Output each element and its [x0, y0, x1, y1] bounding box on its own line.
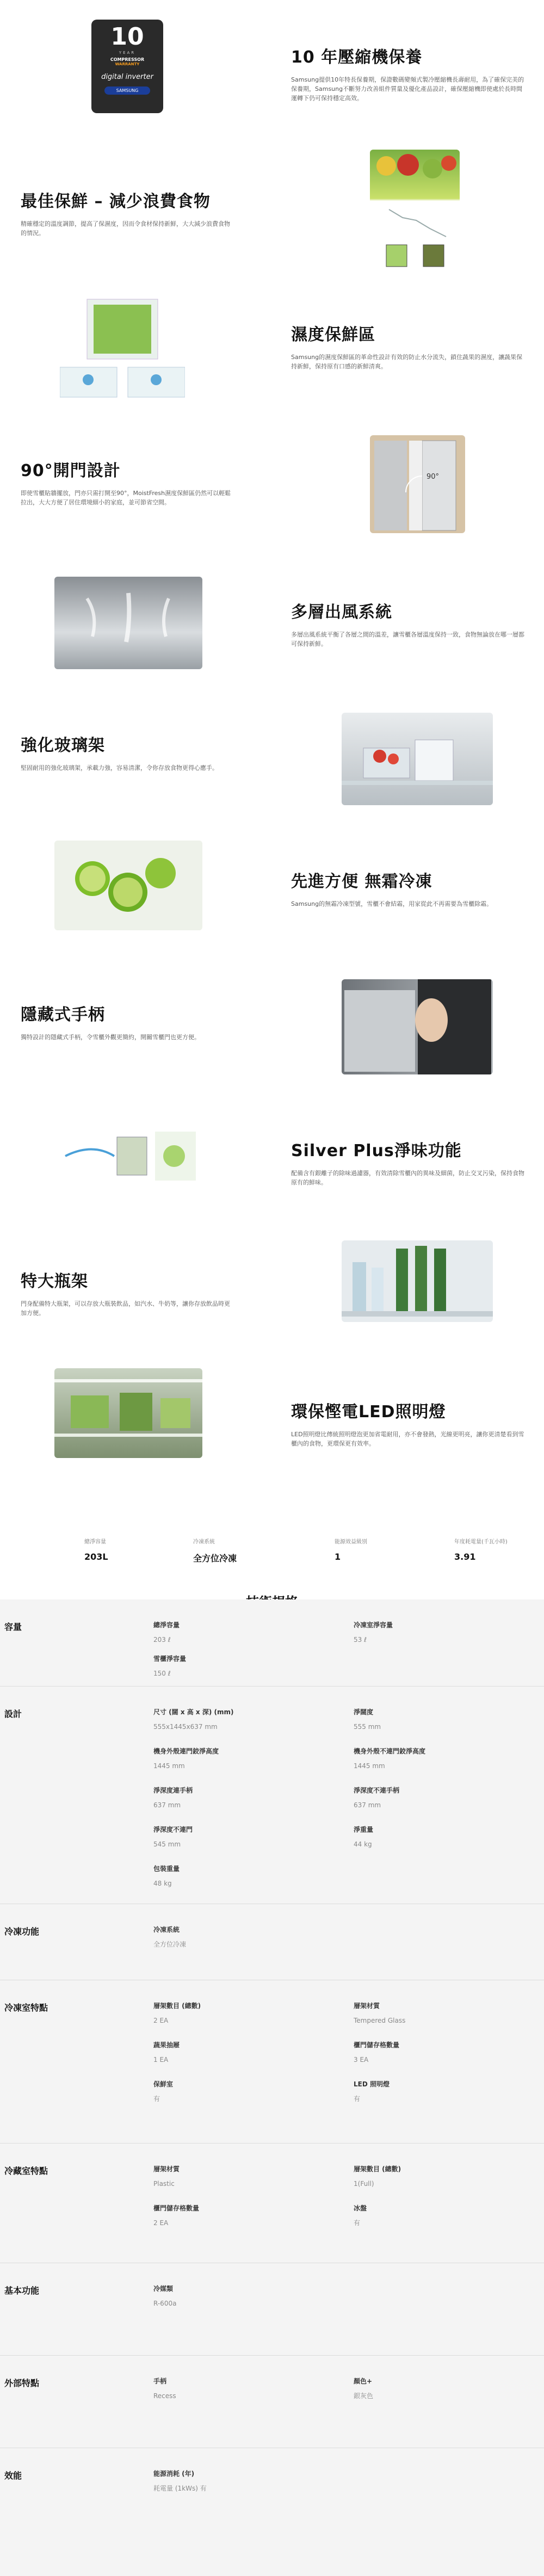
fresh-produce-image	[370, 150, 460, 272]
spec-item: 保鮮室 有	[153, 2080, 174, 2103]
deodorizer-image	[60, 1110, 202, 1202]
crisper-drawer-image	[60, 294, 185, 405]
feature-title: 隱藏式手柄	[21, 1005, 105, 1024]
spec-item: 冷凍室淨容量 53 ℓ	[354, 1621, 393, 1644]
feature-desc: 獨特設計的隱藏式手柄，令雪櫃外觀更簡約，開關雪櫃門也更方便。	[21, 1034, 200, 1041]
svg-text:90°: 90°	[426, 473, 440, 481]
feature-desc: LED照明燈比傳統照明燈泡更加省電耐用，亦不會發熱，光線更明亮，讓你更清楚看到雪櫃內的食物，更環保更有效率。	[291, 1431, 524, 1447]
bottle-rack-image	[342, 1240, 493, 1322]
spec-item: 淨深度不連手柄 637 mm	[354, 1787, 400, 1809]
feature-desc: 精確穩定的溫度調節，提高了保濕度，因而令食材保持新鮮，大大減少浪費食物的情況。	[21, 220, 230, 237]
feature-90-door	[0, 430, 544, 549]
door-90-image	[370, 435, 465, 533]
feature-silver-plus	[0, 1110, 544, 1219]
spec-row-freezer: 冷凍室特點 層架數目 (總數) 2 EA 層架材質 Tempered Glass 蔬果抽屜 1 EA 櫃門儲存格數量 3 EA 保鮮室 有 LED 照明燈 有	[0, 1980, 544, 2143]
feature-desc: 多層出風系統平衡了各層之間的溫差，讓雪櫃各層溫度保持一致，食物無論放在哪一層都可保持新鮮。	[291, 631, 524, 647]
feature-humidity	[0, 294, 544, 413]
feature-airflow	[0, 571, 544, 680]
feature-title: 多層出風系統	[291, 603, 392, 622]
spec-item: 淨深度不連門 545 mm	[153, 1826, 193, 1848]
led-interior-image	[54, 1368, 202, 1458]
spec-table	[0, 1599, 544, 2576]
spec-item: 總淨容量 203 ℓ	[153, 1621, 180, 1644]
feature-desc: Samsung的濕度保鮮區的革命性設計有效的防止水分流失，鎖住蔬果的濕度，讓蔬果保持新鮮，保持原有口感的新鮮清爽。	[291, 354, 523, 370]
feature-desc: 即使雪櫃貼牆擺放，門亦只需打開至90°，MoistFresh濕度保鮮區仍然可以輕鬆拉出，大大方便了居住環境細小的家庭，並可節省空間。	[21, 490, 231, 506]
feature-title: 強化玻璃架	[21, 736, 105, 755]
spec-item: 尺寸 (闊 x 高 x 深) (mm) 555x1445x637 mm	[153, 1708, 234, 1731]
feature-recess-handle	[0, 974, 544, 1083]
feature-desc: Samsung提供10年特長保養期，保證數碼變頻式製冷壓縮機長壽耐用，為了確保完美的保養期，Samsung不斷努力改善組件質量及優化產品設計，確保壓縮機即使處於長時間運轉下仍可保持穩定高效。	[291, 76, 524, 102]
limes-image	[54, 841, 202, 930]
spec-item: 蔬果抽屜 1 EA	[153, 2041, 180, 2064]
spec-item: 淨深度連手柄 637 mm	[153, 1787, 193, 1809]
feature-title: 90°開門設計	[21, 461, 121, 480]
spec-item: 層架材質 Plastic	[153, 2165, 180, 2188]
spec-item: 冰盤 有	[354, 2204, 367, 2227]
feature-title: Silver Plus淨味功能	[291, 1141, 462, 1160]
summary-energy-use: 年度耗電量(千瓦小時) 3.91	[454, 1539, 508, 1562]
spec-row-exterior: 外部特點 手柄 Recess 顏色+ 銀灰色	[0, 2356, 544, 2448]
spec-item: 層架數目 (總數) 2 EA	[153, 2002, 201, 2024]
summary-cooling: 冷凍系統 全方位冷凍	[193, 1539, 237, 1564]
spec-item: 層架數目 (總數) 1(Full)	[354, 2165, 401, 2188]
airflow-image	[54, 577, 202, 669]
summary-capacity: 總淨容量 203L	[84, 1539, 108, 1562]
spec-item: 層架材質 Tempered Glass	[354, 2002, 406, 2024]
warranty-badge: 10 YEAR COMPRESSOR WARRANTY digital inverter SAMSUNG	[91, 20, 163, 113]
feature-title: 濕度保鮮區	[291, 325, 375, 344]
spec-item: 手柄 Recess	[153, 2377, 176, 2400]
spec-item: 顏色+ 銀灰色	[354, 2377, 374, 2400]
recess-handle-image	[342, 979, 493, 1074]
spec-item: 櫃門儲存格數量 2 EA	[153, 2204, 200, 2227]
feature-desc: Samsung的無霜冷凍型號，雪櫃不會結霜，用家從此不再需要為雪櫃除霜。	[291, 900, 493, 907]
feature-title: 先進方便 無霜冷凍	[291, 872, 432, 891]
feature-no-frost	[0, 838, 544, 947]
feature-title: 環保慳電LED照明燈	[291, 1403, 446, 1422]
spec-row-capacity: 容量 總淨容量 203 ℓ 冷凍室淨容量 53 ℓ 雪櫃淨容量 150 ℓ	[0, 1599, 544, 1687]
feature-title: 特大瓶架	[21, 1272, 88, 1291]
spec-item: 櫃門儲存格數量 3 EA	[354, 2041, 400, 2064]
feature-title: 10 年壓縮機保養	[291, 48, 423, 67]
feature-glass-shelf	[0, 707, 544, 816]
spec-item: 包裝重量 48 kg	[153, 1865, 180, 1887]
spec-row-fridge: 冷藏室特點 層架材質 Plastic 層架數目 (總數) 1(Full) 櫃門儲存格數量 2 EA 冰盤 有	[0, 2143, 544, 2263]
spec-item: 機身外殼不連門鉸淨高度 1445 mm	[354, 1747, 426, 1770]
spec-row-basic: 基本功能 冷媒類 R-600a	[0, 2263, 544, 2356]
spec-item: 能源消耗 (年) 耗電量 (1kWs) 有	[153, 2470, 207, 2492]
spec-item: 雪櫃淨容量 150 ℓ	[153, 1655, 187, 1677]
feature-bottle-rack	[0, 1235, 544, 1344]
spec-item: 冷媒類 R-600a	[153, 2285, 177, 2307]
spec-row-efficiency: 效能 能源消耗 (年) 耗電量 (1kWs) 有	[0, 2448, 544, 2576]
feature-desc: 門身配備特大瓶架，可以存放大瓶裝飲品，如汽水、牛奶等，讓你存放飲品時更加方便。	[21, 1300, 230, 1317]
feature-desc: 配備含有銀離子的除味過濾器，有效清除雪櫃內的異味及細菌，防止交叉污染，保持食物原有的鮮味。	[291, 1170, 524, 1186]
feature-compressor-warranty	[0, 0, 544, 141]
feature-fresh	[0, 147, 544, 288]
summary-energy-grade: 能源效益級別 1	[335, 1539, 367, 1562]
spec-item: 機身外殼連門鉸淨高度 1445 mm	[153, 1747, 219, 1770]
glass-shelf-image	[342, 713, 493, 805]
specs-summary	[0, 1537, 544, 1580]
spec-item: 冷凍系統 全方位冷凍	[153, 1926, 187, 1948]
feature-desc: 堅固耐用的強化玻璃架，承載力強，容易清潔，令你存放食物更得心應手。	[21, 764, 218, 771]
spec-item: LED 照明燈 有	[354, 2080, 390, 2103]
spec-row-cooling: 冷凍功能 冷凍系統 全方位冷凍	[0, 1904, 544, 1980]
spec-row-design: 設計 尺寸 (闊 x 高 x 深) (mm) 555x1445x637 mm 淨闊度 555 mm 機身外殼連門鉸淨高度 1445 mm 機身外殼不連門鉸淨高度 1445 mm 淨深度連手柄 637 mm 淨深度不連手柄 637 mm 淨深度不連門 545 mm 淨重量 44 kg 包裝重量 48 kg	[0, 1687, 544, 1904]
spec-item: 淨闊度 555 mm	[354, 1708, 381, 1731]
spec-item: 淨重量 44 kg	[354, 1826, 374, 1848]
feature-title: 最佳保鮮 – 減少浪費食物	[21, 192, 211, 211]
feature-led	[0, 1366, 544, 1485]
